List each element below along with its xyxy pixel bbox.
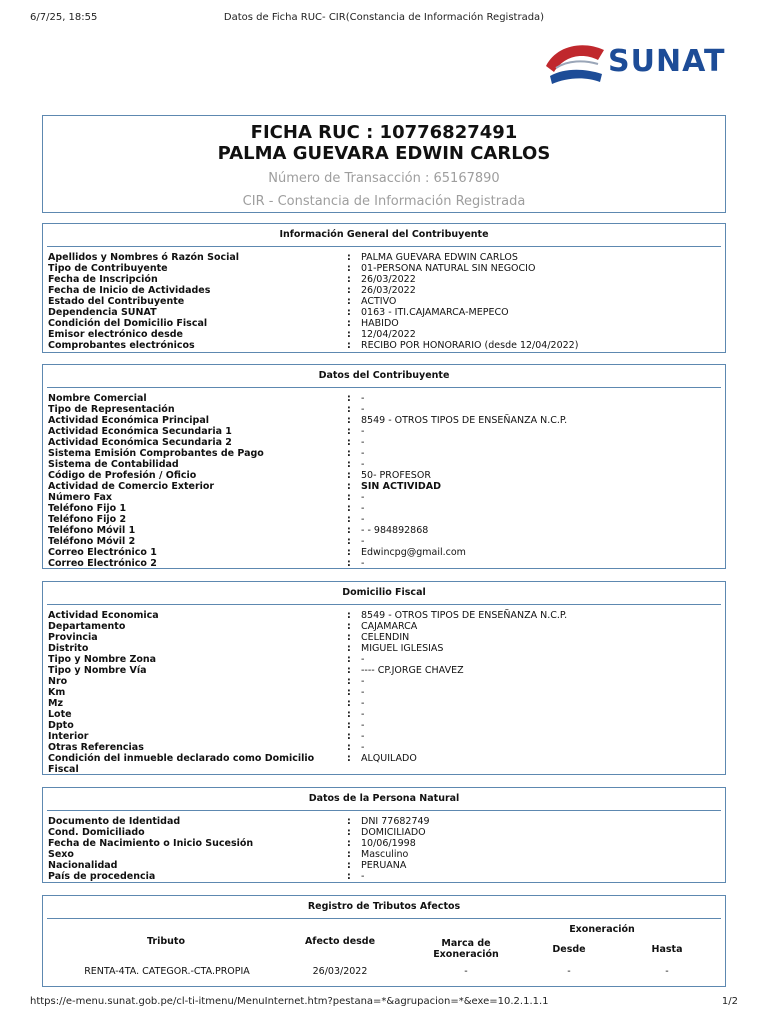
section-heading: Datos de la Persona Natural [47, 788, 721, 811]
field-label: Actividad Económica Secundaria 2 [48, 437, 232, 448]
field-separator: : [347, 525, 351, 536]
field-label: Fecha de Nacimiento o Inicio Sucesión [48, 838, 254, 849]
field-row [43, 536, 725, 547]
field-label: Documento de Identidad [48, 816, 181, 827]
field-label: Teléfono Móvil 2 [48, 536, 136, 547]
field-label: Tipo de Contribuyente [48, 263, 168, 274]
field-value: 10/06/1998 [361, 838, 416, 849]
field-separator: : [347, 503, 351, 514]
field-value: - [361, 709, 365, 720]
field-value: Masculino [361, 849, 409, 860]
field-separator: : [347, 816, 351, 827]
field-row [43, 470, 725, 481]
field-row [43, 340, 725, 351]
field-separator: : [347, 437, 351, 448]
field-separator: : [347, 252, 351, 263]
field-label: Sistema de Contabilidad [48, 459, 179, 470]
section-heading: Domicilio Fiscal [47, 582, 721, 605]
page-url: https://e-menu.sunat.gob.pe/cl-ti-itmenu/MenuInternet.htm?pestana=*&agrupacion=*&exe=10.2.1.1.1 [30, 996, 549, 1007]
field-separator: : [347, 698, 351, 709]
field-separator: : [347, 459, 351, 470]
field-value: - [361, 437, 365, 448]
field-label: Otras Referencias [48, 742, 144, 753]
field-row [43, 525, 725, 536]
field-label: Departamento [48, 621, 126, 632]
field-label: Número Fax [48, 492, 113, 503]
persona-rows [43, 811, 725, 882]
field-value: - [361, 536, 365, 547]
field-row [43, 709, 725, 720]
domicilio-section [42, 581, 726, 775]
sunat-logo [542, 38, 726, 86]
field-separator: : [347, 643, 351, 654]
field-value: CELENDIN [361, 632, 410, 643]
col-marca-exoneracion: Marca de Exoneración [433, 938, 499, 960]
field-row [43, 849, 725, 860]
transaction-number: Número de Transacción : 65167890 [268, 171, 500, 186]
field-row [43, 643, 725, 654]
field-label: Dpto [48, 720, 74, 731]
field-value: ACTIVO [361, 296, 397, 307]
field-label: Emisor electrónico desde [48, 329, 183, 340]
field-separator: : [347, 720, 351, 731]
field-value: MIGUEL IGLESIAS [361, 643, 444, 654]
field-label: Condición del inmueble declarado como Domicilio Fiscal [48, 753, 315, 775]
field-value: - [361, 514, 365, 525]
field-separator: : [347, 393, 351, 404]
ficha-title-box [42, 115, 726, 213]
field-separator: : [347, 547, 351, 558]
field-value: 8549 - OTROS TIPOS DE ENSEÑANZA N.C.P. [361, 415, 568, 426]
field-separator: : [347, 849, 351, 860]
field-value: CAJAMARCA [361, 621, 418, 632]
field-label: Actividad Económica Principal [48, 415, 210, 426]
field-label: País de procedencia [48, 871, 156, 882]
field-label: Tipo y Nombre Zona [48, 654, 157, 665]
field-value: HABIDO [361, 318, 399, 329]
field-separator: : [347, 426, 351, 437]
sunat-logo-mark-icon [542, 38, 608, 86]
field-row [43, 860, 725, 871]
field-separator: : [347, 514, 351, 525]
field-label: Actividad Económica Secundaria 1 [48, 426, 232, 437]
field-value: - [361, 720, 365, 731]
field-label: Lote [48, 709, 72, 720]
field-row [43, 426, 725, 437]
field-label: Teléfono Móvil 1 [48, 525, 136, 536]
field-value: 50- PROFESOR [361, 470, 431, 481]
field-row [43, 318, 725, 329]
field-label: Condición del Domicilio Fiscal [48, 318, 208, 329]
field-value: SIN ACTIVIDAD [361, 481, 441, 492]
field-separator: : [347, 274, 351, 285]
field-value: - [361, 871, 365, 882]
field-value: - [361, 731, 365, 742]
field-value: RECIBO POR HONORARIO (desde 12/04/2022) [361, 340, 579, 351]
field-value: Edwincpg@gmail.com [361, 547, 466, 558]
field-value: - [361, 404, 365, 415]
field-separator: : [347, 296, 351, 307]
field-label: Cond. Domiciliado [48, 827, 145, 838]
field-value: PERUANA [361, 860, 407, 871]
field-label: Provincia [48, 632, 98, 643]
tributo-cell-hasta: - [665, 966, 669, 977]
field-value: - [361, 393, 365, 404]
field-value: - [361, 492, 365, 503]
field-separator: : [347, 610, 351, 621]
page-number: 1/2 [721, 996, 738, 1007]
field-value: 12/04/2022 [361, 329, 416, 340]
col-afecto-desde: Afecto desde [304, 936, 376, 947]
field-label: Código de Profesión / Oficio [48, 470, 197, 481]
field-row [43, 481, 725, 492]
field-value: DOMICILIADO [361, 827, 426, 838]
field-value: - [361, 654, 365, 665]
field-row [43, 307, 725, 318]
field-row [43, 329, 725, 340]
field-row [43, 610, 725, 621]
field-row [43, 393, 725, 404]
field-row [43, 816, 725, 827]
field-separator: : [347, 654, 351, 665]
field-row [43, 437, 725, 448]
field-separator: : [347, 709, 351, 720]
field-row [43, 665, 725, 676]
field-separator: : [347, 470, 351, 481]
field-row [43, 720, 725, 731]
field-row [43, 632, 725, 643]
field-separator: : [347, 481, 351, 492]
field-separator: : [347, 687, 351, 698]
field-value: - - 984892868 [361, 525, 429, 536]
field-separator: : [347, 731, 351, 742]
field-value: DNI 77682749 [361, 816, 430, 827]
field-row [43, 404, 725, 415]
field-label: Dependencia SUNAT [48, 307, 157, 318]
field-separator: : [347, 632, 351, 643]
field-row [43, 827, 725, 838]
field-label: Distrito [48, 643, 89, 654]
field-label: Teléfono Fijo 2 [48, 514, 127, 525]
field-row [43, 274, 725, 285]
field-separator: : [347, 415, 351, 426]
field-label: Actividad de Comercio Exterior [48, 481, 215, 492]
field-value: 0163 - ITI.CAJAMARCA-MEPECO [361, 307, 509, 318]
general-info-section [42, 223, 726, 353]
print-doc-title: Datos de Ficha RUC- CIR(Constancia de Información Registrada) [223, 12, 545, 23]
field-row [43, 753, 725, 775]
field-separator: : [347, 621, 351, 632]
field-separator: : [347, 860, 351, 871]
field-separator: : [347, 448, 351, 459]
field-label: Teléfono Fijo 1 [48, 503, 127, 514]
field-value: ---- CP.JORGE CHAVEZ [361, 665, 464, 676]
field-value: 01-PERSONA NATURAL SIN NEGOCIO [361, 263, 536, 274]
field-separator: : [347, 827, 351, 838]
field-label: Estado del Contribuyente [48, 296, 185, 307]
field-value: - [361, 558, 365, 569]
tributo-cell-desde: - [567, 966, 571, 977]
field-separator: : [347, 318, 351, 329]
field-label: Km [48, 687, 66, 698]
field-label: Sistema Emisión Comprobantes de Pago [48, 448, 264, 459]
field-row [43, 415, 725, 426]
field-row [43, 698, 725, 709]
tributo-cell-marca: - [464, 966, 468, 977]
field-row [43, 252, 725, 263]
field-separator: : [347, 871, 351, 882]
field-row [43, 296, 725, 307]
persona-section [42, 787, 726, 883]
field-row [43, 838, 725, 849]
section-heading: Información General del Contribuyente [47, 224, 721, 247]
field-label: Correo Electrónico 1 [48, 547, 157, 558]
col-hasta: Hasta [651, 944, 683, 955]
print-datetime: 6/7/25, 18:55 [30, 12, 98, 23]
field-value: PALMA GUEVARA EDWIN CARLOS [361, 252, 518, 263]
field-label: Nombre Comercial [48, 393, 147, 404]
field-separator: : [347, 404, 351, 415]
sunat-logo-text: SUNAT [608, 44, 726, 79]
field-row [43, 514, 725, 525]
tributos-section [42, 895, 726, 987]
col-tributo: Tributo [146, 936, 185, 947]
field-label: Correo Electrónico 2 [48, 558, 157, 569]
field-separator: : [347, 536, 351, 547]
field-separator: : [347, 329, 351, 340]
field-value: - [361, 459, 365, 470]
tributo-cell-tributo: RENTA-4TA. CATEGOR.-CTA.PROPIA [84, 966, 250, 977]
field-row [43, 654, 725, 665]
field-separator: : [347, 676, 351, 687]
taxpayer-name: PALMA GUEVARA EDWIN CARLOS [217, 143, 551, 164]
field-label: Nro [48, 676, 68, 687]
field-label: Comprobantes electrónicos [48, 340, 195, 351]
field-row [43, 263, 725, 274]
field-label: Fecha de Inscripción [48, 274, 158, 285]
field-separator: : [347, 307, 351, 318]
col-exoneracion: Exoneración [569, 924, 635, 935]
field-row [43, 687, 725, 698]
field-separator: : [347, 340, 351, 351]
field-label: Actividad Economica [48, 610, 159, 621]
print-footer [30, 996, 738, 1010]
field-separator: : [347, 665, 351, 676]
field-row [43, 285, 725, 296]
field-value: - [361, 676, 365, 687]
field-value: - [361, 426, 365, 437]
field-separator: : [347, 285, 351, 296]
field-separator: : [347, 838, 351, 849]
field-row [43, 871, 725, 882]
field-separator: : [347, 742, 351, 753]
field-row [43, 547, 725, 558]
field-separator: : [347, 492, 351, 503]
tributo-cell-afecto: 26/03/2022 [312, 966, 368, 977]
field-row [43, 558, 725, 569]
field-row [43, 459, 725, 470]
field-value: - [361, 742, 365, 753]
field-value: 26/03/2022 [361, 285, 416, 296]
field-row [43, 621, 725, 632]
cir-subtitle: CIR - Constancia de Información Registrada [242, 194, 526, 209]
field-value: - [361, 448, 365, 459]
contribuyente-section [42, 364, 726, 569]
general-info-rows [43, 247, 725, 351]
domicilio-rows [43, 605, 725, 775]
field-value: 26/03/2022 [361, 274, 416, 285]
field-label: Tipo y Nombre Vía [48, 665, 147, 676]
field-row [43, 503, 725, 514]
section-heading: Datos del Contribuyente [47, 365, 721, 388]
field-value: ALQUILADO [361, 753, 417, 764]
field-separator: : [347, 263, 351, 274]
field-value: - [361, 687, 365, 698]
field-label: Fecha de Inicio de Actividades [48, 285, 211, 296]
field-row [43, 448, 725, 459]
section-heading: Registro de Tributos Afectos [47, 896, 721, 919]
field-label: Sexo [48, 849, 74, 860]
field-row [43, 731, 725, 742]
contribuyente-rows [43, 388, 725, 569]
print-header [30, 12, 738, 26]
field-label: Nacionalidad [48, 860, 118, 871]
col-desde: Desde [552, 944, 586, 955]
field-separator: : [347, 753, 351, 764]
field-row [43, 492, 725, 503]
field-label: Tipo de Representación [48, 404, 175, 415]
field-label: Apellidos y Nombres ó Razón Social [48, 252, 240, 263]
field-value: - [361, 698, 365, 709]
field-value: - [361, 503, 365, 514]
ruc-number: FICHA RUC : 10776827491 [250, 122, 518, 143]
field-label: Mz [48, 698, 63, 709]
field-label: Interior [48, 731, 89, 742]
field-value: 8549 - OTROS TIPOS DE ENSEÑANZA N.C.P. [361, 610, 568, 621]
field-row [43, 742, 725, 753]
field-row [43, 676, 725, 687]
field-separator: : [347, 558, 351, 569]
